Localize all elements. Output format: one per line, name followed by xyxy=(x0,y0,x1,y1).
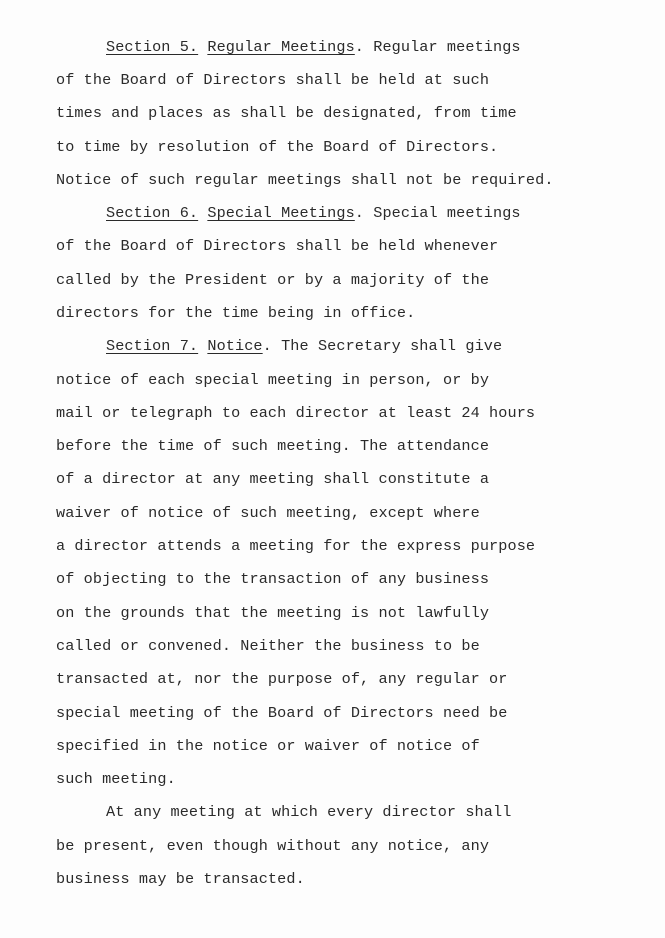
paragraph-line: special meeting of the Board of Directors need be xyxy=(56,704,508,722)
closing-paragraph-first-line: At any meeting at which every director shall xyxy=(106,803,512,821)
section-5-text: . Regular meetings xyxy=(354,38,521,56)
paragraph-line: of a director at any meeting shall constitute a xyxy=(56,470,490,488)
paragraph-line: business may be transacted. xyxy=(56,870,305,888)
section-5-number: Section 5. xyxy=(106,38,199,56)
paragraph-line: on the grounds that the meeting is not lawfully xyxy=(56,604,490,622)
paragraph-line: before the time of such meeting. The attendance xyxy=(56,437,490,455)
paragraph-line: be present, even though without any notice, any xyxy=(56,837,490,855)
paragraph-line: notice of each special meeting in person, or by xyxy=(56,371,490,389)
section-6-text: . Special meetings xyxy=(354,204,521,222)
paragraph-line: times and places as shall be designated, from time xyxy=(56,104,517,122)
paragraph-line: mail or telegraph to each director at least 24 hours xyxy=(56,404,536,422)
section-7-title: Notice xyxy=(207,337,263,355)
paragraph-line: to time by resolution of the Board of Directors. xyxy=(56,138,499,156)
section-6-title: Special Meetings xyxy=(207,204,355,222)
paragraph-line: called by the President or by a majority of the xyxy=(56,271,490,289)
paragraph-line: directors for the time being in office. xyxy=(56,304,416,322)
section-7-number: Section 7. xyxy=(106,337,199,355)
section-6-heading-line xyxy=(106,203,521,223)
paragraph-line: of objecting to the transaction of any business xyxy=(56,570,490,588)
section-5-title: Regular Meetings xyxy=(207,38,355,56)
paragraph-line: transacted at, nor the purpose of, any regular or xyxy=(56,670,508,688)
paragraph-line: waiver of notice of such meeting, except where xyxy=(56,504,480,522)
paragraph-line: of the Board of Directors shall be held whenever xyxy=(56,237,499,255)
section-6-number: Section 6. xyxy=(106,204,199,222)
section-7-text: . The Secretary shall give xyxy=(262,337,503,355)
paragraph-line: Notice of such regular meetings shall not be required. xyxy=(56,171,554,189)
section-5-heading-line xyxy=(106,37,521,57)
paragraph-line: of the Board of Directors shall be held at such xyxy=(56,71,490,89)
paragraph-line: specified in the notice or waiver of notice of xyxy=(56,737,480,755)
paragraph-line: called or convened. Neither the business to be xyxy=(56,637,480,655)
paragraph-line: such meeting. xyxy=(56,770,176,788)
paragraph-line: a director attends a meeting for the express purpose xyxy=(56,537,536,555)
section-7-heading-line xyxy=(106,336,502,356)
